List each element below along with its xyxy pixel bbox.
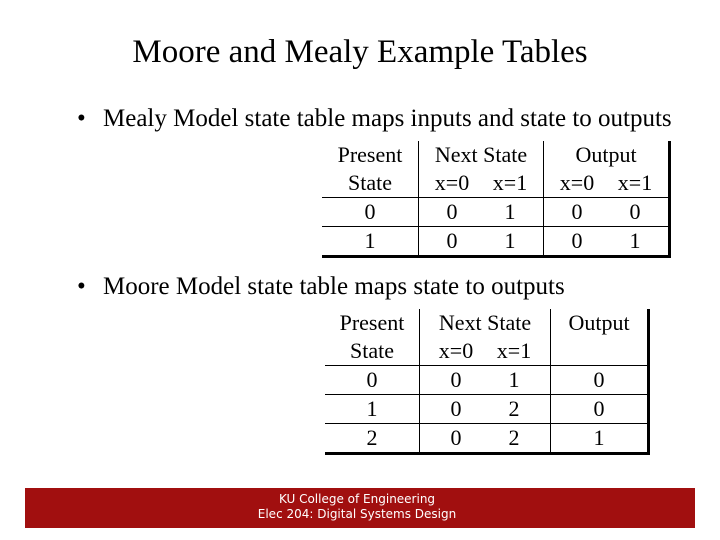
table-row (322, 198, 670, 227)
cell-next-x0: 0 (446, 199, 458, 224)
slide-title: Moore and Mealy Example Tables (132, 34, 588, 70)
cell-next-x0: 0 (450, 425, 462, 450)
bullet-marker: • (77, 273, 86, 300)
cell-next (420, 424, 551, 454)
table-row (325, 424, 649, 454)
header-next-state: Next State (419, 141, 544, 169)
sub-x1: x=1 (617, 170, 653, 195)
cell-output (544, 198, 670, 227)
footer-banner (25, 488, 695, 528)
sub-x0: x=0 (434, 170, 470, 195)
footer-line-college: KU College of Engineering (278, 492, 436, 506)
mealy-state-table (322, 141, 671, 258)
table-row (325, 366, 649, 395)
cell-next-x0: 0 (450, 396, 462, 421)
cell-present: 0 (325, 366, 420, 395)
cell-next (419, 198, 544, 227)
header-next-sub (420, 337, 551, 366)
bullet-moore (77, 271, 683, 303)
header-output-sub (544, 169, 670, 198)
cell-present: 0 (322, 198, 419, 227)
table-row (325, 395, 649, 424)
cell-out-x1: 1 (629, 228, 641, 253)
bullet-text: Mealy Model state table maps inputs and state to outputs (103, 105, 672, 132)
header-present: Present (325, 309, 420, 337)
cell-next (420, 366, 551, 395)
cell-next-x1: 1 (504, 199, 516, 224)
cell-next (420, 395, 551, 424)
header-output: Output (568, 310, 630, 335)
cell-next-x1: 2 (508, 425, 520, 450)
header-present: Present (322, 141, 419, 169)
bullet-marker: • (77, 105, 86, 132)
cell-present: 1 (322, 227, 419, 257)
table-row (322, 227, 670, 257)
header-state: State (322, 169, 419, 198)
sub-x0: x=0 (559, 170, 595, 195)
cell-present: 1 (325, 395, 420, 424)
moore-state-table (325, 309, 650, 455)
cell-next-x1: 1 (508, 367, 520, 392)
header-output: Output (575, 142, 637, 167)
sub-x1: x=1 (496, 338, 532, 363)
cell-output: 0 (551, 395, 649, 424)
cell-out-x1: 0 (629, 199, 641, 224)
cell-out-x0: 0 (571, 228, 583, 253)
cell-output: 1 (593, 425, 605, 450)
cell-next-x0: 0 (446, 228, 458, 253)
cell-present: 2 (325, 424, 420, 454)
header-next-sub (419, 169, 544, 198)
cell-next (419, 227, 544, 257)
header-state: State (325, 337, 420, 366)
sub-x0: x=0 (438, 338, 474, 363)
footer-line-course: Elec 204: Digital Systems Design (257, 507, 457, 521)
sub-x1: x=1 (492, 170, 528, 195)
cell-next-x1: 1 (504, 228, 516, 253)
header-output-blank (551, 337, 649, 366)
bullet-text: Moore Model state table maps state to outputs (103, 273, 565, 300)
cell-out-x0: 0 (571, 199, 583, 224)
bullet-mealy (77, 103, 683, 135)
header-next-state: Next State (420, 309, 551, 337)
cell-output (544, 227, 670, 257)
cell-next-x0: 0 (450, 367, 462, 392)
cell-output: 0 (551, 366, 649, 395)
cell-next-x1: 2 (508, 396, 520, 421)
